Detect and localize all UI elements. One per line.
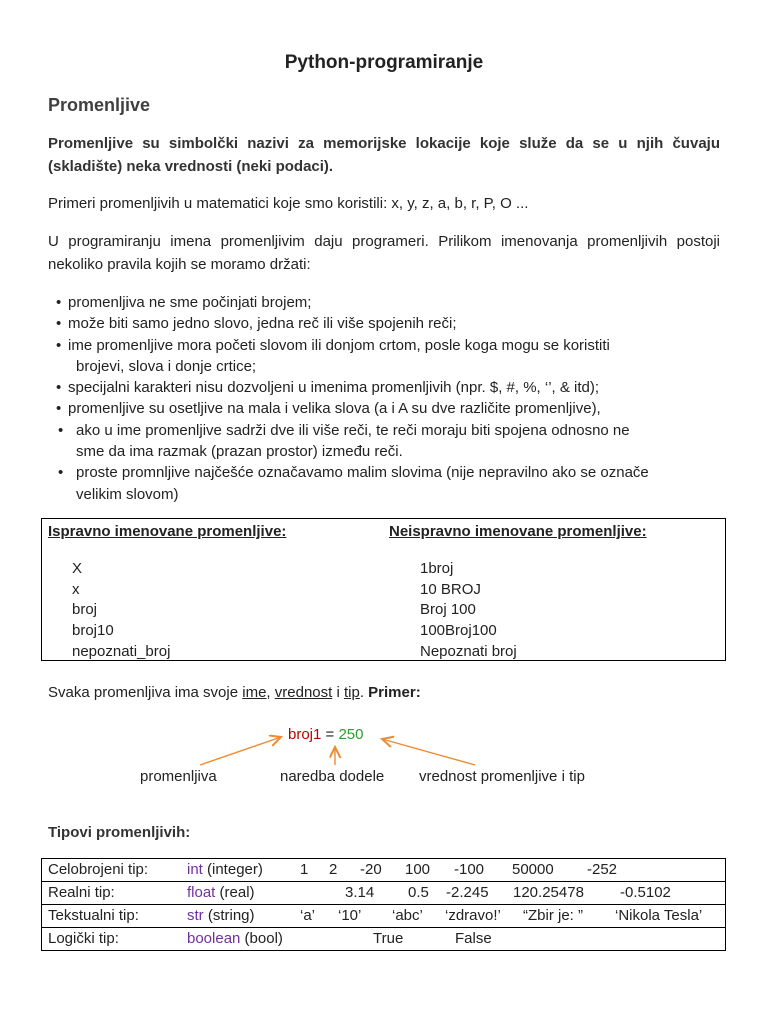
correct-name: broj10 <box>72 622 114 640</box>
incorrect-header: Neispravno imenovane promenljive: <box>389 523 647 540</box>
bullet-icon: • <box>56 379 62 397</box>
rule-item: • može biti samo jedno slovo, jedna reč ili više spojenih reči; <box>56 313 720 334</box>
correct-header: Ispravno imenovane promenljive: <box>48 523 287 540</box>
variable-properties-line: Svaka promenljiva ima svoje ime, vrednost i tip. Primer: <box>48 684 421 701</box>
rule-item: • promenljive su osetljive na mala i velika slova (a i A su dve različite promenljive), <box>56 398 720 419</box>
example-variable: broj1 <box>288 726 322 743</box>
correct-name: nepoznati_broj <box>72 642 171 660</box>
incorrect-name: Nepoznati broj <box>420 642 517 660</box>
types-table <box>41 858 726 951</box>
page-title: Python-programiranje <box>284 52 484 73</box>
example-equals: = <box>321 726 339 743</box>
arrow-to-value <box>382 739 475 765</box>
bullet-icon: • <box>58 421 64 439</box>
bullet-icon: • <box>58 464 64 482</box>
type-row-str: Tekstualni tip: str (string) ‘a’ ‘10’ ‘abc’ ‘zdravo!’ “Zbir je: ” ‘Nikola Tesla’ <box>42 905 726 928</box>
correct-name: X <box>72 560 83 577</box>
incorrect-name: Broj 100 <box>420 601 476 619</box>
section-heading: Promenljive <box>48 95 151 115</box>
bullet-icon: • <box>56 294 62 311</box>
label-value-type: vrednost promenljive i tip <box>419 768 585 785</box>
incorrect-name: 10 BROJ <box>420 580 481 598</box>
types-heading: Tipovi promenljivih: <box>48 824 191 841</box>
rule-item: • ako u ime promenljive sadrži dve ili više reči, te reči moraju biti spojena odnosno ne sme da ima razmak (prazan prostor) između reči. <box>58 421 630 461</box>
intro-paragraph: Promenljive su simbolčki nazivi za memorijske lokacije koje služe da se u njih čuvaju (skladište) neka vrednosti (neki podaci). <box>48 135 720 175</box>
incorrect-name: 1broj <box>420 560 454 577</box>
correct-name: x <box>72 580 80 598</box>
naming-paragraph: U programiranju imena promenljivim daju programeri. Prilikom imenovanja promenljivih postoji nekoliko pravila kojih se moramo držati: <box>48 233 720 273</box>
rule-item: • promenljiva ne sme počinjati brojem; <box>56 292 720 313</box>
type-row-int: Celobrojeni tip: int (integer) 1 2 -20 100 -100 50000 -252 <box>42 859 726 882</box>
bullet-icon: • <box>56 315 62 333</box>
example-value: 250 <box>338 726 364 743</box>
rule-item: • specijalni karakteri nisu dozvoljeni u imenima promenljivih (npr. $, #, %, ‘’, & itd); <box>56 377 720 398</box>
math-examples: Primeri promenljivih u matematici koje smo koristili: x, y, z, a, b, r, P, O ... <box>48 195 529 212</box>
label-assignment: naredba dodele <box>280 768 385 785</box>
correct-name: broj <box>72 601 98 619</box>
label-variable: promenljiva <box>140 768 217 785</box>
type-row-bool: Logički tip: boolean (bool) True False <box>42 928 726 951</box>
bullet-icon: • <box>56 336 62 354</box>
bullet-icon: • <box>56 400 62 418</box>
type-row-float: Realni tip: float (real) 3.14 0.5 -2.245 120.25478 -0.5102 <box>42 882 726 905</box>
arrow-to-variable <box>200 737 281 765</box>
incorrect-name: 100Broj100 <box>420 622 497 640</box>
rule-item: • proste promnljive najčešće označavamo malim slovima (nije nepravilno ako se označe velikim slovom) <box>58 464 649 503</box>
rule-item: • ime promenljive mora početi slovom ili donjom crtom, posle koga mogu se koristiti brojevi, slova i donje crtice; <box>56 336 610 375</box>
